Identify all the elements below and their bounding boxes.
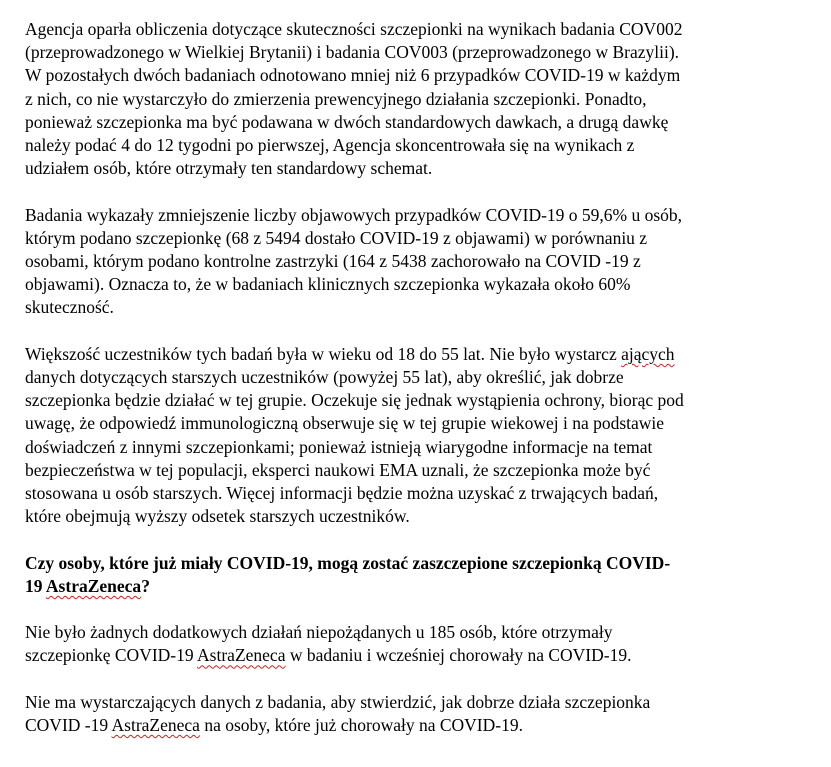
paragraph-prior-covid-safety	[25, 621, 785, 667]
text-line: skuteczność.	[25, 297, 114, 318]
text-line: Badania wykazały zmniejszenie liczby objawowych przypadków COVID-19 o 59,6% u osób,	[25, 204, 683, 225]
heading-line: Czy osoby, które już miały COVID-19, mogą zostać zaszczepione szczepionką COVID-	[25, 552, 671, 573]
text-line: Agencja oparła obliczenia dotyczące skuteczności szczepionki na wynikach badania COV002	[25, 19, 683, 39]
text-line: ponieważ szczepionka ma być podawana w dwóch standardowych dawkach, a drugą dawkę	[25, 111, 669, 132]
spellcheck-flagged-word[interactable]: AstraZeneca	[111, 715, 200, 736]
paragraph-efficacy-results	[25, 204, 785, 320]
text-segment: szczepionkę COVID-19	[25, 645, 198, 666]
text-line: objawami). Oznacza to, że w badaniach klinicznych szczepionka wykazała około 60%	[25, 274, 631, 295]
text-line: Nie ma wystarczających danych z badania, aby stwierdzić, jak dobrze działa szczepionka	[25, 691, 651, 712]
text-line: Nie było żadnych dodatkowych działań niepożądanych u 185 osób, które otrzymały	[25, 622, 613, 643]
text-line: należy podać 4 do 12 tygodni po pierwszej, Agencja skoncentrowała się na wynikach z	[25, 135, 635, 156]
text-line: osobami, którym podano kontrolne zastrzyki (164 z 5438 zachorowało na COVID -19 z	[25, 251, 641, 272]
section-heading	[25, 552, 785, 598]
text-line: uwagę, że odpowiedź immunologiczną obserwuje się w tej grupie wiekowej i na podstawie	[25, 413, 665, 434]
text-line: (przeprowadzonego w Wielkiej Brytanii) i badania COV003 (przeprowadzonego w Brazylii).	[25, 42, 680, 63]
text-line: doświadczeń z innymi szczepionkami; ponieważ istnieją wiarygodne informacje na temat	[25, 436, 653, 457]
text-line: szczepionka będzie działać w tej grupie. Oczekuje się jednak wystąpienia ochrony, biorąc pod	[25, 390, 684, 411]
text-line: W pozostałych dwóch badaniach odnotowano mniej niż 6 przypadków COVID-19 w każdym	[25, 65, 681, 86]
text-line: z nich, co nie wystarczyło do zmierzenia prewencyjnego działania szczepionki. Ponadto,	[25, 88, 647, 109]
text-line: stosowana u osób starszych. Więcej informacji będzie można uzyskać z trwających badań,	[25, 483, 659, 504]
paragraph-prior-covid-efficacy	[25, 691, 785, 737]
spellcheck-flagged-word[interactable]: AstraZeneca	[197, 645, 286, 666]
text-segment: COVID -19	[25, 715, 112, 736]
text-line	[25, 714, 785, 737]
text-segment: w badaniu i wcześniej chorowały na COVID-19.	[285, 645, 632, 666]
text-line: udziałem osób, które otrzymały ten standardowy schemat.	[25, 158, 433, 179]
text-line	[25, 644, 785, 667]
text-line: danych dotyczących starszych uczestników (powyżej 55 lat), aby określić, jak dobrze	[25, 367, 624, 388]
paragraph-efficacy-basis	[25, 18, 785, 180]
spellcheck-flagged-word[interactable]: AstraZeneca	[45, 575, 142, 596]
text-line: którym podano szczepionkę (68 z 5494 dostało COVID-19 z objawami) w porównaniu z	[25, 227, 648, 248]
text-segment: ?	[141, 575, 150, 596]
text-segment: 19	[25, 575, 46, 596]
paragraph-older-participants	[25, 343, 785, 529]
document-page	[25, 18, 785, 760]
heading-line	[25, 575, 785, 598]
text-line: które obejmują wyższy odsetek starszych uczestników.	[25, 506, 410, 527]
text-line	[25, 343, 785, 366]
text-segment: na osoby, które już chorowały na COVID-19.	[199, 715, 523, 736]
text-segment: Większość uczestników tych badań była w wieku od 18 do 55 lat. Nie było wystarcz	[25, 343, 622, 364]
text-line: bezpieczeństwa w tej populacji, eksperci naukowi EMA uznali, że szczepionka może być	[25, 459, 651, 480]
spellcheck-flagged-word[interactable]: ających	[621, 343, 675, 364]
